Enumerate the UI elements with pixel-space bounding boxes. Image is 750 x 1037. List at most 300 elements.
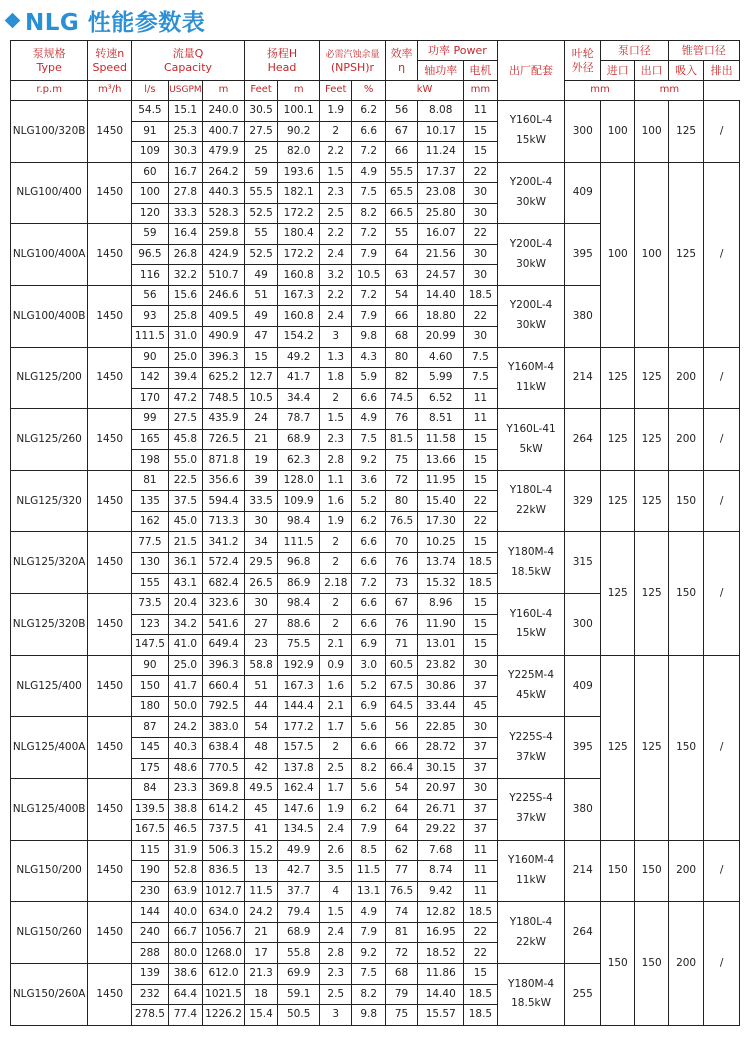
motor-model: Y180M-4 (508, 977, 555, 990)
npsh-m-cell: 3.2 (320, 265, 352, 286)
table-row (11, 347, 740, 368)
motor-model: Y160M-4 (508, 854, 555, 867)
model-cell: NLG100/400 (11, 162, 88, 224)
motor-power-cell: 18.5 (464, 902, 497, 923)
flow-m3h-cell: 77.5 (132, 532, 169, 553)
efficiency-cell: 70 (385, 532, 417, 553)
shaft-power-cell: 29.22 (418, 820, 464, 841)
suction-cell: 125 (668, 162, 704, 347)
npsh-m-cell: 2.1 (320, 696, 352, 717)
efficiency-cell: 72 (385, 470, 417, 491)
motor-power-cell: 18.5 (464, 984, 497, 1005)
motor-rated-power: 22kW (516, 504, 546, 517)
flow-m3h-cell: 99 (132, 409, 169, 430)
shaft-power-cell: 33.44 (418, 696, 464, 717)
efficiency-cell: 76 (385, 409, 417, 430)
header-discharge: 排出 (704, 61, 740, 81)
head-feet-cell: 42.7 (278, 861, 320, 882)
npsh-m-cell: 2.4 (320, 244, 352, 265)
outlet-cell: 100 (635, 101, 668, 163)
flow-usgpm-cell: 506.3 (203, 840, 245, 861)
flow-m3h-cell: 90 (132, 347, 169, 368)
shaft-power-cell: 14.40 (418, 285, 464, 306)
flow-usgpm-cell: 323.6 (203, 594, 245, 615)
npsh-feet-cell: 9.8 (352, 327, 385, 348)
motor-power-cell: 15 (464, 532, 497, 553)
flow-usgpm-cell: 713.3 (203, 511, 245, 532)
efficiency-cell: 74.5 (385, 388, 417, 409)
motor-power-cell: 37 (464, 758, 497, 779)
flow-usgpm-cell: 625.2 (203, 368, 245, 389)
motor-model: Y180L-4 (509, 484, 553, 497)
shaft-power-cell: 30.86 (418, 676, 464, 697)
flow-ls-cell: 46.5 (168, 820, 202, 841)
head-m-cell: 55.5 (244, 183, 277, 204)
motor-power-cell: 15 (464, 614, 497, 635)
outlet-cell: 150 (635, 840, 668, 902)
suction-cell: 200 (668, 409, 704, 471)
table-row (11, 840, 740, 861)
table-row (11, 162, 740, 183)
efficiency-cell: 76.5 (385, 881, 417, 902)
page-title (4, 2, 205, 38)
flow-usgpm-cell: 264.2 (203, 162, 245, 183)
head-feet-cell: 41.7 (278, 368, 320, 389)
motor-power-cell: 37 (464, 820, 497, 841)
impeller-cell: 380 (565, 779, 601, 841)
flow-ls-cell: 66.7 (168, 922, 202, 943)
efficiency-cell: 68 (385, 963, 417, 984)
inlet-cell: 150 (600, 840, 634, 902)
shaft-power-cell: 18.52 (418, 943, 464, 964)
flow-m3h-cell: 162 (132, 511, 169, 532)
npsh-feet-cell: 6.2 (352, 511, 385, 532)
head-feet-cell: 69.9 (278, 963, 320, 984)
npsh-m-cell: 1.9 (320, 799, 352, 820)
npsh-feet-cell: 10.5 (352, 265, 385, 286)
factory-motor-cell (497, 409, 565, 471)
flow-m3h-cell: 115 (132, 840, 169, 861)
model-cell: NLG100/400A (11, 224, 88, 286)
impeller-cell: 300 (565, 101, 601, 163)
flow-ls-cell: 45.8 (168, 429, 202, 450)
shaft-power-cell: 22.85 (418, 717, 464, 738)
npsh-feet-cell: 6.6 (352, 737, 385, 758)
model-cell: NLG125/320 (11, 470, 88, 532)
motor-power-cell: 11 (464, 861, 497, 882)
header-efficiency: 效率 η (385, 41, 417, 81)
shaft-power-cell: 20.99 (418, 327, 464, 348)
shaft-power-cell: 25.80 (418, 203, 464, 224)
flow-usgpm-cell: 1056.7 (203, 922, 245, 943)
flow-ls-cell: 31.0 (168, 327, 202, 348)
factory-motor-cell (497, 162, 565, 224)
flow-m3h-cell: 96.5 (132, 244, 169, 265)
inlet-cell: 150 (600, 902, 634, 1026)
flow-usgpm-cell: 748.5 (203, 388, 245, 409)
model-cell: NLG150/260A (11, 963, 88, 1025)
motor-power-cell: 22 (464, 511, 497, 532)
shaft-power-cell: 8.74 (418, 861, 464, 882)
motor-rated-power: 11kW (516, 874, 546, 886)
flow-m3h-cell: 123 (132, 614, 169, 635)
flow-m3h-cell: 54.5 (132, 101, 169, 122)
flow-usgpm-cell: 612.0 (203, 963, 245, 984)
head-feet-cell: 154.2 (278, 327, 320, 348)
head-feet-cell: 98.4 (278, 594, 320, 615)
motor-rated-power: 37kW (516, 750, 546, 763)
unit-npsh-m: m (278, 81, 320, 101)
npsh-feet-cell: 11.5 (352, 861, 385, 882)
motor-model: Y160L-4 (509, 114, 553, 127)
inlet-cell: 125 (600, 532, 634, 655)
table-row (11, 902, 740, 923)
head-feet-cell: 68.9 (278, 922, 320, 943)
npsh-feet-cell: 9.2 (352, 450, 385, 471)
motor-power-cell: 11 (464, 388, 497, 409)
motor-power-cell: 18.5 (464, 285, 497, 306)
flow-m3h-cell: 145 (132, 737, 169, 758)
flow-usgpm-cell: 1268.0 (203, 943, 245, 964)
shaft-power-cell: 12.82 (418, 902, 464, 923)
motor-power-cell: 18.5 (464, 553, 497, 574)
npsh-feet-cell: 8.2 (352, 984, 385, 1005)
flow-ls-cell: 27.5 (168, 409, 202, 430)
flow-ls-cell: 38.6 (168, 963, 202, 984)
unit-flow-usgpm: USGPM (168, 81, 202, 101)
motor-power-cell: 11 (464, 101, 497, 122)
model-cell: NLG150/260 (11, 902, 88, 964)
head-m-cell: 12.7 (244, 368, 277, 389)
efficiency-cell: 74 (385, 902, 417, 923)
efficiency-cell: 67.5 (385, 676, 417, 697)
head-feet-cell: 111.5 (278, 532, 320, 553)
head-feet-cell: 98.4 (278, 511, 320, 532)
suction-cell: 200 (668, 347, 704, 409)
flow-usgpm-cell: 770.5 (203, 758, 245, 779)
efficiency-cell: 54 (385, 779, 417, 800)
model-cell: NLG125/260 (11, 409, 88, 471)
npsh-feet-cell: 7.5 (352, 183, 385, 204)
npsh-feet-cell: 7.9 (352, 820, 385, 841)
npsh-m-cell: 2.4 (320, 820, 352, 841)
npsh-feet-cell: 7.2 (352, 573, 385, 594)
efficiency-cell: 79 (385, 984, 417, 1005)
unit-pump-port: mm (565, 81, 635, 101)
flow-m3h-cell: 278.5 (132, 1005, 169, 1026)
flow-ls-cell: 39.4 (168, 368, 202, 389)
head-feet-cell: 34.4 (278, 388, 320, 409)
head-feet-cell: 68.9 (278, 429, 320, 450)
impeller-cell: 214 (565, 840, 601, 902)
motor-power-cell: 7.5 (464, 347, 497, 368)
shaft-power-cell: 6.52 (418, 388, 464, 409)
npsh-m-cell: 2 (320, 553, 352, 574)
head-feet-cell: 59.1 (278, 984, 320, 1005)
npsh-feet-cell: 6.9 (352, 635, 385, 656)
flow-m3h-cell: 87 (132, 717, 169, 738)
motor-model: Y225S-4 (509, 792, 553, 805)
npsh-m-cell: 3.5 (320, 861, 352, 882)
head-m-cell: 11.5 (244, 881, 277, 902)
head-feet-cell: 62.3 (278, 450, 320, 471)
head-m-cell: 51 (244, 676, 277, 697)
flow-usgpm-cell: 369.8 (203, 779, 245, 800)
discharge-cell: / (704, 347, 740, 409)
model-cell: NLG125/400B (11, 779, 88, 841)
factory-motor-cell (497, 717, 565, 779)
flow-usgpm-cell: 435.9 (203, 409, 245, 430)
flow-usgpm-cell: 440.3 (203, 183, 245, 204)
table-body (11, 101, 740, 1026)
shaft-power-cell: 7.68 (418, 840, 464, 861)
header-factory-motor: 出厂配套 (497, 41, 565, 101)
shaft-power-cell: 11.58 (418, 429, 464, 450)
model-cell: NLG100/400B (11, 285, 88, 347)
flow-m3h-cell: 73.5 (132, 594, 169, 615)
factory-motor-cell (497, 347, 565, 409)
flow-m3h-cell: 147.5 (132, 635, 169, 656)
efficiency-cell: 63 (385, 265, 417, 286)
performance-table (10, 40, 740, 1026)
npsh-m-cell: 1.9 (320, 511, 352, 532)
head-m-cell: 30 (244, 594, 277, 615)
npsh-feet-cell: 8.2 (352, 758, 385, 779)
motor-power-cell: 30 (464, 244, 497, 265)
flow-m3h-cell: 109 (132, 142, 169, 163)
discharge-cell: / (704, 101, 740, 163)
npsh-m-cell: 2.4 (320, 306, 352, 327)
factory-motor-cell (497, 963, 565, 1025)
npsh-m-cell: 1.7 (320, 717, 352, 738)
npsh-feet-cell: 6.6 (352, 553, 385, 574)
flow-usgpm-cell: 649.4 (203, 635, 245, 656)
npsh-m-cell: 2.2 (320, 285, 352, 306)
motor-power-cell: 30 (464, 265, 497, 286)
efficiency-cell: 82 (385, 368, 417, 389)
flow-usgpm-cell: 400.7 (203, 121, 245, 142)
table-row (11, 101, 740, 122)
motor-model: Y180M-4 (508, 545, 555, 558)
npsh-m-cell: 0.9 (320, 655, 352, 676)
diamond-icon (5, 12, 21, 28)
head-feet-cell: 37.7 (278, 881, 320, 902)
discharge-cell: / (704, 470, 740, 532)
table-row (11, 655, 740, 676)
npsh-m-cell: 2.3 (320, 429, 352, 450)
speed-cell: 1450 (88, 101, 132, 163)
motor-power-cell: 22 (464, 922, 497, 943)
flow-m3h-cell: 139 (132, 963, 169, 984)
unit-head-m: m (203, 81, 245, 101)
motor-power-cell: 11 (464, 409, 497, 430)
npsh-feet-cell: 8.5 (352, 840, 385, 861)
shaft-power-cell: 23.08 (418, 183, 464, 204)
head-m-cell: 24.2 (244, 902, 277, 923)
head-feet-cell: 88.6 (278, 614, 320, 635)
npsh-m-cell: 1.9 (320, 101, 352, 122)
flow-ls-cell: 32.2 (168, 265, 202, 286)
inlet-cell: 125 (600, 409, 634, 471)
npsh-m-cell: 2.5 (320, 203, 352, 224)
flow-ls-cell: 22.5 (168, 470, 202, 491)
shaft-power-cell: 8.51 (418, 409, 464, 430)
outlet-cell: 100 (635, 162, 668, 347)
flow-usgpm-cell: 634.0 (203, 902, 245, 923)
shaft-power-cell: 24.57 (418, 265, 464, 286)
head-m-cell: 23 (244, 635, 277, 656)
npsh-feet-cell: 4.3 (352, 347, 385, 368)
npsh-m-cell: 2 (320, 532, 352, 553)
motor-power-cell: 7.5 (464, 368, 497, 389)
flow-usgpm-cell: 836.5 (203, 861, 245, 882)
head-feet-cell: 134.5 (278, 820, 320, 841)
npsh-feet-cell: 6.2 (352, 799, 385, 820)
motor-power-cell: 22 (464, 943, 497, 964)
shaft-power-cell: 14.40 (418, 984, 464, 1005)
outlet-cell: 125 (635, 470, 668, 532)
factory-motor-cell (497, 532, 565, 594)
motor-power-cell: 22 (464, 224, 497, 245)
motor-power-cell: 15 (464, 963, 497, 984)
flow-m3h-cell: 81 (132, 470, 169, 491)
head-feet-cell: 86.9 (278, 573, 320, 594)
motor-model: Y225S-4 (509, 730, 553, 743)
shaft-power-cell: 10.17 (418, 121, 464, 142)
head-feet-cell: 182.1 (278, 183, 320, 204)
motor-rated-power: 30kW (516, 319, 546, 332)
model-cell: NLG125/400 (11, 655, 88, 717)
suction-cell: 150 (668, 655, 704, 840)
motor-power-cell: 30 (464, 327, 497, 348)
flow-ls-cell: 48.6 (168, 758, 202, 779)
npsh-feet-cell: 7.2 (352, 285, 385, 306)
shaft-power-cell: 20.97 (418, 779, 464, 800)
head-feet-cell: 75.5 (278, 635, 320, 656)
factory-motor-cell (497, 655, 565, 717)
impeller-cell: 409 (565, 162, 601, 224)
motor-power-cell: 11 (464, 881, 497, 902)
head-m-cell: 49 (244, 306, 277, 327)
flow-ls-cell: 16.7 (168, 162, 202, 183)
head-m-cell: 15.2 (244, 840, 277, 861)
discharge-cell: / (704, 532, 740, 655)
shaft-power-cell: 4.60 (418, 347, 464, 368)
flow-m3h-cell: 60 (132, 162, 169, 183)
motor-model: Y200L-4 (509, 176, 553, 189)
shaft-power-cell: 11.86 (418, 963, 464, 984)
header-shaft-power: 轴功率 (418, 61, 464, 81)
flow-m3h-cell: 116 (132, 265, 169, 286)
impeller-cell: 264 (565, 902, 601, 964)
flow-usgpm-cell: 356.6 (203, 470, 245, 491)
head-feet-cell: 96.8 (278, 553, 320, 574)
flow-m3h-cell: 155 (132, 573, 169, 594)
shaft-power-cell: 8.08 (418, 101, 464, 122)
npsh-m-cell: 1.8 (320, 368, 352, 389)
efficiency-cell: 66 (385, 306, 417, 327)
head-m-cell: 47 (244, 327, 277, 348)
motor-rated-power: 18.5kW (511, 997, 551, 1010)
shaft-power-cell: 11.95 (418, 470, 464, 491)
motor-model: Y160M-4 (508, 360, 555, 373)
speed-cell: 1450 (88, 409, 132, 471)
flow-ls-cell: 40.0 (168, 902, 202, 923)
npsh-m-cell: 2 (320, 737, 352, 758)
suction-cell: 200 (668, 902, 704, 1026)
suction-cell: 150 (668, 470, 704, 532)
flow-ls-cell: 43.1 (168, 573, 202, 594)
flow-usgpm-cell: 541.6 (203, 614, 245, 635)
shaft-power-cell: 5.99 (418, 368, 464, 389)
head-m-cell: 24 (244, 409, 277, 430)
motor-rated-power: 15kW (516, 627, 546, 640)
npsh-feet-cell: 4.9 (352, 902, 385, 923)
inlet-cell: 125 (600, 655, 634, 840)
npsh-m-cell: 1.5 (320, 409, 352, 430)
header-speed: 转速n Speed (88, 41, 132, 81)
head-feet-cell: 160.8 (278, 265, 320, 286)
unit-efficiency: % (352, 81, 385, 101)
head-feet-cell: 157.5 (278, 737, 320, 758)
head-feet-cell: 167.3 (278, 285, 320, 306)
head-m-cell: 25 (244, 142, 277, 163)
title-text: NLG 性能参数表 (25, 9, 206, 36)
unit-pipe-port: mm (635, 81, 704, 101)
flow-m3h-cell: 130 (132, 553, 169, 574)
npsh-feet-cell: 6.6 (352, 121, 385, 142)
npsh-m-cell: 2.5 (320, 758, 352, 779)
npsh-feet-cell: 6.6 (352, 532, 385, 553)
impeller-cell: 329 (565, 470, 601, 532)
efficiency-cell: 64 (385, 244, 417, 265)
flow-usgpm-cell: 383.0 (203, 717, 245, 738)
flow-usgpm-cell: 1021.5 (203, 984, 245, 1005)
npsh-m-cell: 1.7 (320, 779, 352, 800)
flow-m3h-cell: 165 (132, 429, 169, 450)
shaft-power-cell: 9.42 (418, 881, 464, 902)
shaft-power-cell: 13.01 (418, 635, 464, 656)
inlet-cell: 125 (600, 347, 634, 409)
flow-ls-cell: 33.3 (168, 203, 202, 224)
efficiency-cell: 66 (385, 142, 417, 163)
flow-usgpm-cell: 490.9 (203, 327, 245, 348)
header-pump-port: 泵口径 (600, 41, 668, 61)
head-m-cell: 30 (244, 511, 277, 532)
flow-usgpm-cell: 638.4 (203, 737, 245, 758)
flow-ls-cell: 25.0 (168, 655, 202, 676)
inlet-cell: 125 (600, 470, 634, 532)
flow-usgpm-cell: 240.0 (203, 101, 245, 122)
shaft-power-cell: 15.40 (418, 491, 464, 512)
efficiency-cell: 55 (385, 224, 417, 245)
head-feet-cell: 100.1 (278, 101, 320, 122)
flow-ls-cell: 25.0 (168, 347, 202, 368)
head-feet-cell: 167.3 (278, 676, 320, 697)
impeller-cell: 214 (565, 347, 601, 409)
flow-ls-cell: 15.6 (168, 285, 202, 306)
head-feet-cell: 177.2 (278, 717, 320, 738)
npsh-feet-cell: 6.6 (352, 388, 385, 409)
outlet-cell: 125 (635, 532, 668, 655)
flow-ls-cell: 30.3 (168, 142, 202, 163)
efficiency-cell: 76.5 (385, 511, 417, 532)
motor-power-cell: 37 (464, 737, 497, 758)
flow-m3h-cell: 135 (132, 491, 169, 512)
shaft-power-cell: 11.90 (418, 614, 464, 635)
flow-m3h-cell: 232 (132, 984, 169, 1005)
head-feet-cell: 90.2 (278, 121, 320, 142)
